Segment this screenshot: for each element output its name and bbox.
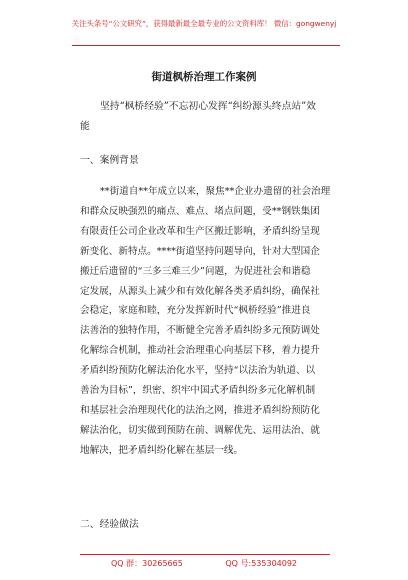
body-line: 解法治化，切实做到预防在前、调解优先、运用法治、就 [80, 424, 320, 436]
body-line: 定发展，从源头上减少和有效化解各类矛盾纠纷，确保社 [80, 285, 320, 297]
body-line: 矛盾纠纷预防化解法治化水平，坚持“以法治为轨道、以 [80, 365, 316, 377]
body-line: 搬迁后遗留的“三多三难三少”问题，为促进社会和谐稳 [80, 265, 311, 277]
body-paragraph [80, 182, 355, 461]
body-line: 新变化、新特点。****街道坚持问题导向，针对大型国企 [80, 245, 320, 257]
header-banner: 关注头条号“公文研究”，获得最新最全最专业的公文资料库！ 微信：gongwenyj [71, 19, 337, 28]
body-line: **街道自**年成立以来，聚焦**企业办遗留的社会治理 [100, 186, 331, 197]
body-line: 和群众反映强烈的痛点、难点、堵点问题，受**钢铁集团 [80, 205, 320, 217]
body-line: 会稳定，家庭和睦，充分发挥新时代“枫桥经验”推进良 [80, 305, 311, 317]
body-line: 化解综合机制，推动社会治理重心向基层下移，着力提升 [80, 345, 320, 357]
footer-contact [0, 558, 408, 569]
footer-divider [80, 554, 330, 555]
header-divider [72, 45, 340, 46]
footer-qq-number: QQ 号:535304092 [225, 559, 298, 568]
body-line: 和基层社会治理现代化的法治之网，推进矛盾纠纷预防化 [80, 404, 320, 416]
document-subtitle [80, 97, 355, 137]
body-line: 法善治的独特作用，不断健全完善矛盾纠纷多元预防调处 [80, 325, 320, 337]
body-line: 地解决，把矛盾纠纷化解在基层一线。 [80, 444, 244, 456]
body-line: 有限责任公司企业改革和生产区搬迁影响，矛盾纠纷呈现 [80, 225, 320, 237]
footer-qq-group: QQ 群：30265665 [110, 559, 183, 568]
subtitle-line: 能 [80, 121, 90, 132]
section-heading-background: 一、案例背景 [80, 155, 139, 166]
body-line: 善治为目标”，织密、织牢中国式矛盾纠纷多元化解机制 [80, 385, 316, 397]
document-title: 街道枫桥治理工作案例 [151, 71, 257, 83]
subtitle-line: 坚持“枫桥经验”不忘初心发挥“纠纷源头终点站”效 [100, 101, 316, 112]
section-heading-experience: 二、经验做法 [80, 519, 139, 530]
